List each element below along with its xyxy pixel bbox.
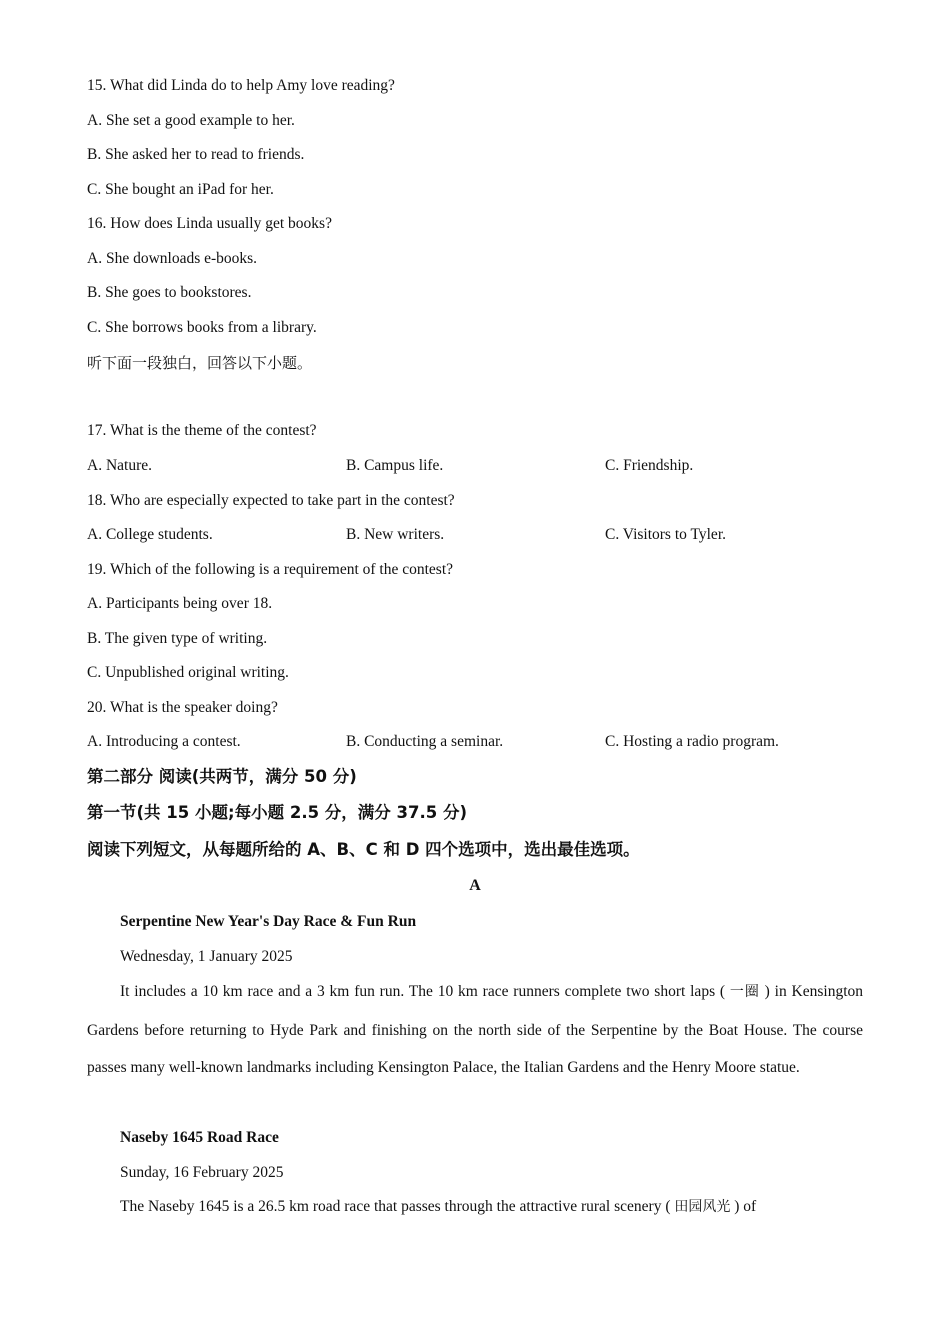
gloss: 一圈 <box>729 984 760 1000</box>
text-part: It includes a 10 km race and a 3 km fun run. The 10 km race runners complete two short laps ( <box>120 983 730 1000</box>
option-c: C. Friendship. <box>605 457 694 474</box>
section1-heading: 第一节(共 15 小题;每小题 2.5 分，满分 37.5 分) <box>87 803 468 822</box>
text-part: ) of <box>730 1198 757 1215</box>
option-b: B. The given type of writing. <box>87 630 268 647</box>
question-stem: 20. What is the speaker doing? <box>87 699 278 716</box>
option-a: A. Nature. <box>87 457 152 474</box>
option-c: C. She borrows books from a library. <box>87 319 317 336</box>
text-part: ) in Kensington Gardens before returning to Hyde Park and finishing on the north side of the Serpentine by the Boat House. The course passes many well-known landmarks including Kensington Palace, the Italian Gardens and the Henry Moore statue. <box>87 983 863 1076</box>
option-b: B. Campus life. <box>346 457 444 474</box>
option-b: B. New writers. <box>346 526 445 543</box>
part2-heading: 第二部分 阅读(共两节，满分 50 分) <box>87 767 357 786</box>
event-description <box>87 973 863 1087</box>
event-date: Wednesday, 1 January 2025 <box>120 948 293 965</box>
question-stem: 16. How does Linda usually get books? <box>87 215 332 232</box>
question-stem: 19. Which of the following is a requirement of the contest? <box>87 561 454 578</box>
monologue-instruction: 听下面一段独白，回答以下小题。 <box>87 354 313 372</box>
option-a: A. She downloads e-books. <box>87 250 258 267</box>
option-a: A. Participants being over 18. <box>87 595 273 612</box>
option-a: A. Introducing a contest. <box>87 733 241 750</box>
event-title: Serpentine New Year's Day Race & Fun Run <box>120 913 417 930</box>
event-title: Naseby 1645 Road Race <box>120 1129 279 1146</box>
option-c: C. Visitors to Tyler. <box>605 526 726 543</box>
gloss: 田园风光 <box>674 1199 731 1215</box>
option-b: B. Conducting a seminar. <box>346 733 504 750</box>
option-c: C. Hosting a radio program. <box>605 733 779 750</box>
question-stem: 18. Who are especially expected to take part in the contest? <box>87 492 455 509</box>
event-description <box>87 1188 863 1227</box>
question-stem: 15. What did Linda do to help Amy love reading? <box>87 77 395 94</box>
option-b: B. She asked her to read to friends. <box>87 146 305 163</box>
event-date: Sunday, 16 February 2025 <box>120 1164 284 1181</box>
option-c: C. Unpublished original writing. <box>87 664 289 681</box>
option-b: B. She goes to bookstores. <box>87 284 252 301</box>
passage-label: A <box>469 877 481 894</box>
option-a: A. She set a good example to her. <box>87 112 295 129</box>
option-a: A. College students. <box>87 526 213 543</box>
option-c: C. She bought an iPad for her. <box>87 181 274 198</box>
reading-instruction: 阅读下列短文，从每题所给的 A、B、C 和 D 四个选项中，选出最佳选项。 <box>87 840 640 859</box>
text-part: The Naseby 1645 is a 26.5 km road race that passes through the attractive rural scenery ( <box>120 1198 675 1215</box>
question-stem: 17. What is the theme of the contest? <box>87 422 317 439</box>
